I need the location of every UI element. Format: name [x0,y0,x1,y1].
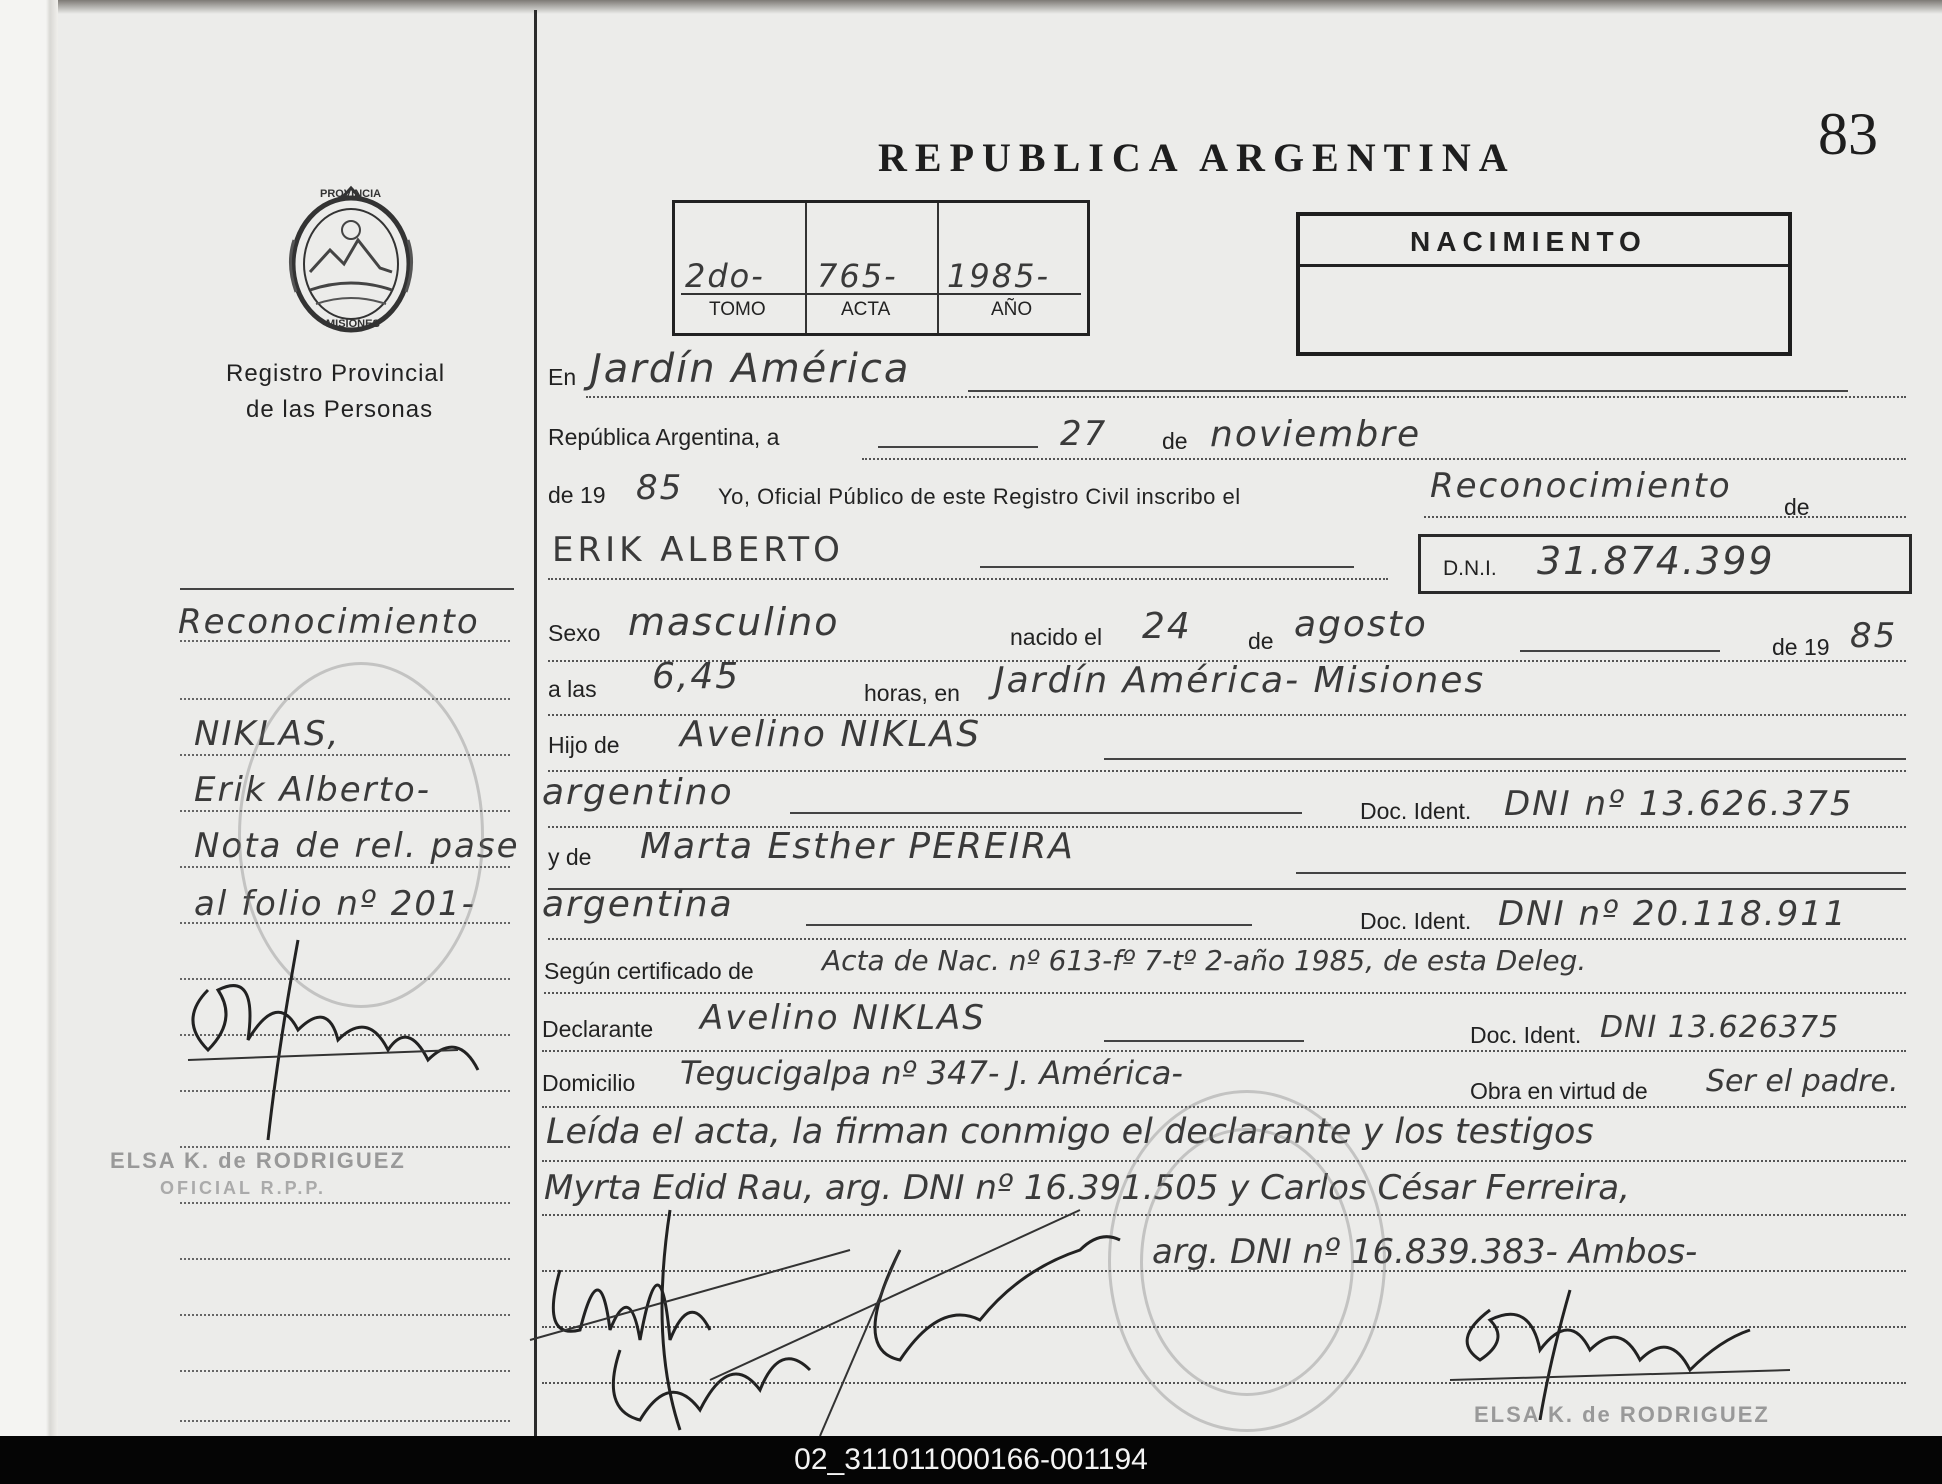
de19-label: de 19 [548,482,606,508]
domicilio-label: Domicilio [542,1070,636,1096]
fill-line [548,888,1906,890]
page-left-edge [0,0,58,1436]
horas-label: horas, en [864,680,960,706]
birth-day: 24 [1142,606,1192,647]
doc-ident-label2: Doc. Ident. [1360,908,1472,934]
margin-stamp-sub: OFICIAL R.P.P. [160,1178,327,1198]
de-label3: de [1248,628,1274,654]
type-box-rule [1300,264,1788,267]
page-title: REPUBLICA ARGENTINA [878,135,1516,180]
dotline [1424,516,1906,518]
domicilio-value: Tegucigalpa nº 347- J. América- [680,1054,1183,1092]
obra-value: Ser el padre. [1706,1064,1899,1099]
left-dotline [180,1258,510,1260]
fill-line [790,812,1302,814]
tomo-value: 2do- [685,257,765,295]
de-label: de [1162,428,1188,454]
year-suffix: 85 [636,468,684,508]
fill-line [968,390,1848,392]
birth-year-suffix: 85 [1850,616,1898,656]
sexo-value: masculino [628,600,840,644]
day-value: 27 [1060,414,1108,454]
fill-line [1296,872,1906,874]
obra-label: Obra en virtud de [1470,1078,1648,1104]
dotline [548,770,1906,772]
dotline [548,578,1388,580]
father-name: Avelino NIKLAS [680,714,982,755]
mother-name: Marta Esther PEREIRA [640,826,1075,867]
anio-label: AÑO [991,299,1033,320]
declarante-value: Avelino NIKLAS [700,998,986,1038]
sexo-label: Sexo [548,620,601,646]
image-caption: 02_311011000166-001194 [0,1436,1942,1484]
free-text-line1: Leída el acta, la firman conmigo el declarante y los testigos [546,1112,1594,1152]
hijo-label: Hijo de [548,732,620,758]
registry-seal [280,180,422,338]
fill-line [1104,758,1906,760]
dni-value: 31.874.399 [1537,539,1775,583]
margin-stamp-text: ELSA K. de RODRIGUEZ [110,1148,406,1173]
fill-line [806,924,1252,926]
en-label: En [548,364,577,390]
person-name: ERIK ALBERTO [552,530,844,570]
acta-value: 765- [817,257,898,295]
republica-label: República Argentina, a [548,424,780,450]
a-las-label: a las [548,676,597,702]
registry-circular-stamp-inner [1140,1128,1354,1396]
margin-note-line3: Erik Alberto- [194,770,431,810]
tomo-label: TOMO [709,299,766,320]
birth-month: agosto [1294,604,1428,645]
record-box-divider [937,203,939,333]
official-signature [1430,1270,1810,1420]
fill-line [1520,650,1720,652]
left-dotline [180,640,510,642]
yde-label: y de [548,844,592,870]
certificate-value: Acta de Nac. nº 613-fº 7-tº 2-año 1985, de esta Deleg. [822,944,1587,977]
dotline [862,458,1906,460]
type-box-title: NACIMIENTO [1410,226,1647,257]
margin-signature [168,930,498,1150]
left-dotline [180,1202,510,1204]
nacido-label: nacido el [1010,624,1103,650]
mother-doc: DNI nº 20.118.911 [1498,894,1848,934]
month-value: noviembre [1210,414,1422,455]
margin-note-line1: Reconocimiento [178,602,480,642]
dni-box [1418,534,1912,594]
free-text-line3: arg. DNI nº 16.839.383- Ambos- [1152,1232,1698,1272]
declarante-doc: DNI 13.626375 [1600,1010,1840,1045]
de19-label2: de 19 [1772,634,1830,660]
margin-note-line2: NIKLAS, [194,714,341,754]
doc-ident-label: Doc. Ident. [1360,798,1472,824]
fill-line [878,446,1038,448]
margin-note-line4: Nota de rel. pase [194,826,520,866]
dotline [544,992,1906,994]
registry-name-line2: de las Personas [246,396,434,423]
record-box-divider [805,203,807,333]
page-number: 83 [1818,101,1878,167]
mother-nationality: argentina [542,884,734,925]
seal-bottom-text: MISIONES [326,318,380,330]
seal-top-text: PROVINCIA [320,188,382,200]
registry-name-line1: Registro Provincial [226,360,446,387]
dotline [548,938,1906,940]
act-type-value: Reconocimiento [1430,466,1732,506]
free-text-line2: Myrta Edid Rau, arg. DNI nº 16.391.505 y Carlos César Ferreira, [544,1168,1630,1208]
left-dotline [180,1370,510,1372]
anio-value: 1985- [947,257,1050,295]
declarante-label: Declarante [542,1016,654,1042]
witness-signatures [520,1190,1140,1436]
dotline [542,1050,1906,1052]
acta-label: ACTA [841,299,891,320]
father-doc: DNI nº 13.626.375 [1504,784,1854,824]
father-nationality: argentino [542,772,734,813]
official-stamp-text: ELSA K. de RODRIGUEZ [1474,1402,1770,1427]
fill-line [1104,1040,1304,1042]
place-value: Jardín América [590,346,911,392]
segun-label: Según certificado de [544,958,754,984]
oficial-text: Yo, Oficial Público de este Registro Civil inscribo el [718,484,1241,509]
margin-note-line5: al folio nº 201- [194,884,476,924]
doc-ident-label3: Doc. Ident. [1470,1022,1582,1048]
de-label2: de [1784,494,1810,520]
fill-line [980,566,1354,568]
left-dotline [180,1314,510,1316]
birth-time: 6,45 [652,656,741,697]
page-top-shadow [0,0,1942,14]
left-dotline [180,1420,510,1422]
dotline [586,396,1906,398]
dni-label: D.N.I. [1443,557,1497,580]
left-rule [180,588,514,590]
birth-place: Jardín América- Misiones [994,660,1486,701]
record-box [672,200,1090,336]
type-box [1296,212,1792,356]
